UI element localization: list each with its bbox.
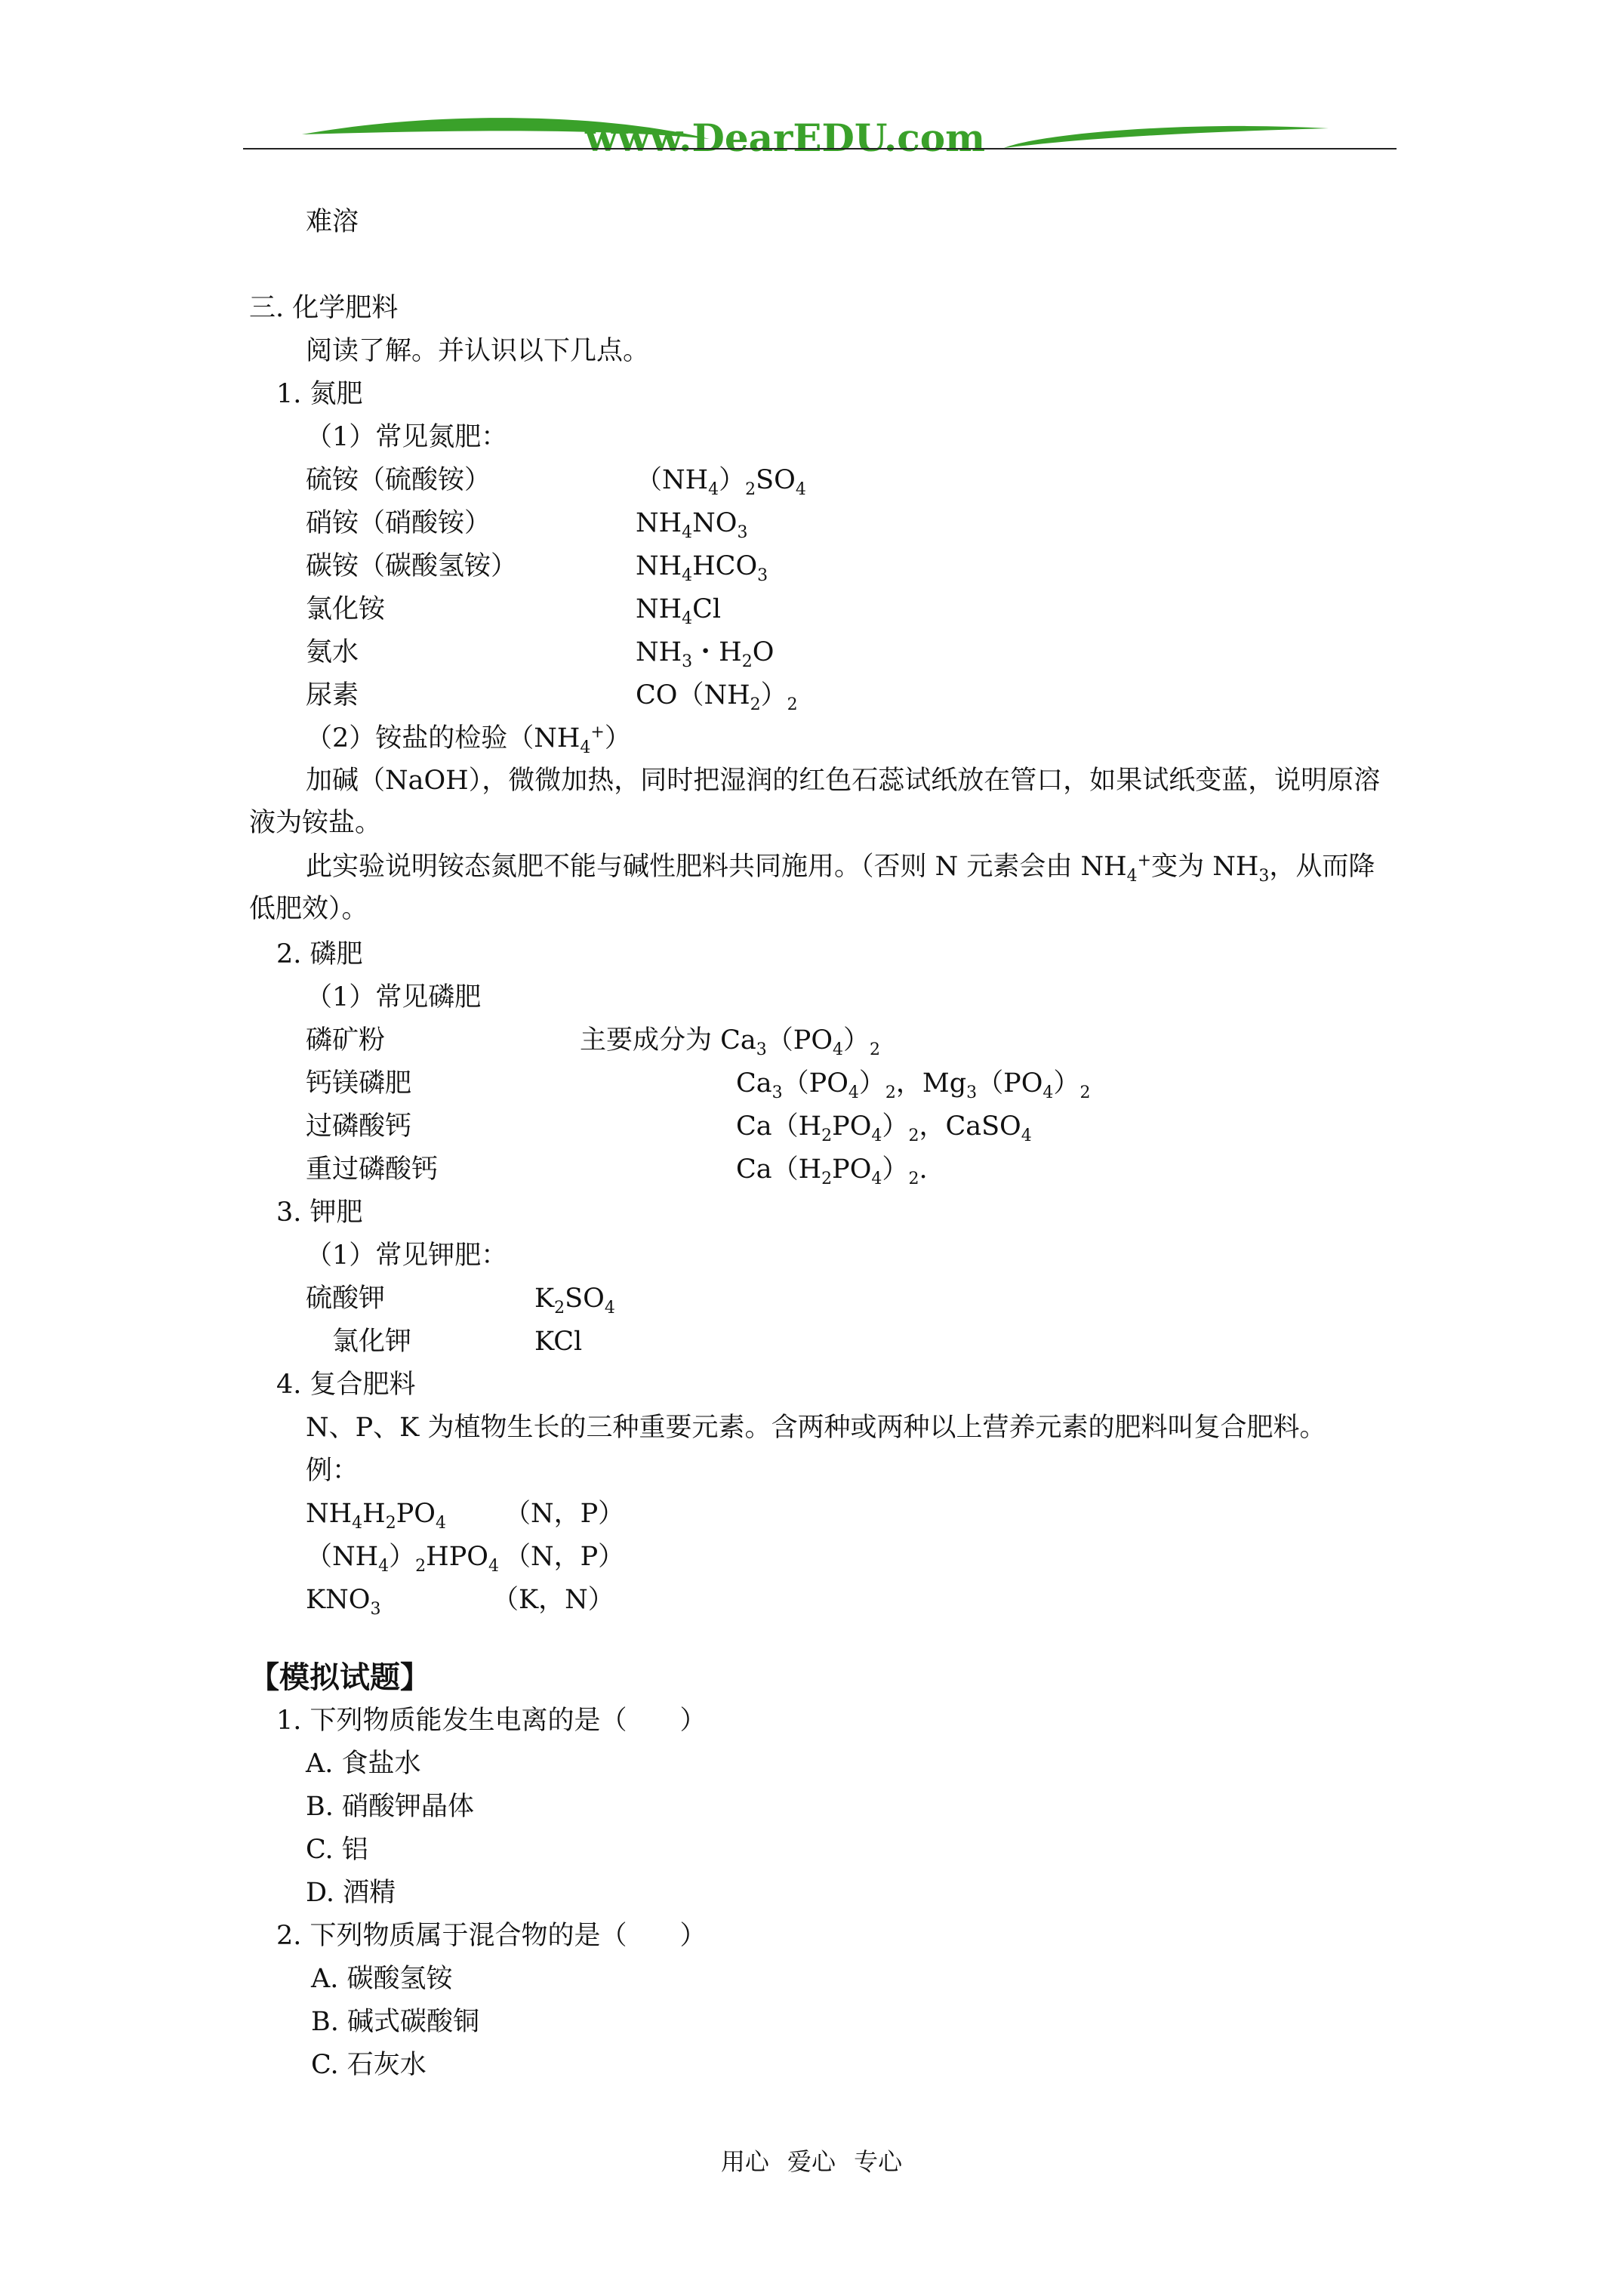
nitrogen-item-formula: $NH_4HCO_3$ [636,551,768,585]
phosphorus-item-name: 重过磷酸钙 [306,1154,439,1185]
nitrogen-item-name: 碳铵（碳酸氢铵） [306,551,518,581]
quiz-title: 【模拟试题】 [249,1660,430,1695]
phosphorus-item-formula: $Ca(H_2PO_4)_2$，CaSO$_4$ [736,1111,1032,1145]
compound-text: N、P、K 为植物生长的三种重要元素。含两种或两种以上营养元素的肥料叫复合肥料。 [306,1413,1326,1443]
question-option: C. 石灰水 [311,2050,427,2080]
nitrogen-item-name: 硫铵（硫酸铵） [306,465,491,495]
potassium-item-formula: KCl [534,1327,583,1357]
nitrogen-item-name: 氯化铵 [306,594,386,624]
ammonium-test-title: （2）铵盐的检验$(NH_4^+)$ [306,723,631,757]
deareducom-logo [287,106,1344,159]
potassium-common-title: （1）常见钾肥： [306,1240,508,1271]
question-option: A. 食盐水 [306,1749,421,1779]
question-stem: 1. 下列物质能发生电离的是（ ） [276,1706,707,1736]
compound-item-elements: （N，P） [504,1499,625,1529]
question-option: A. 碳酸氢铵 [311,1964,453,1994]
potassium-title: 3. 钾肥 [276,1197,363,1228]
phosphorus-item-formula: $Ca(H_2PO_4)_2$. [736,1154,928,1188]
phosphorus-item-name: 磷矿粉 [306,1025,386,1056]
nitrogen-item-name: 硝铵（硝酸铵） [306,508,491,538]
ammonium-test-text: 加碱（NaOH），微微加热，同时把湿润的红色石蕊试纸放在管口，如果试纸变蓝，说明原溶液为铵盐。 [249,766,1381,838]
potassium-item-name: 硫酸钾 [306,1284,386,1314]
logo-text: www.DearEDU.com [584,116,986,159]
section-intro: 阅读了解。并认识以下几点。 [306,336,650,366]
compound-item-formula: $KNO_3$ [306,1585,381,1619]
phosphorus-item-name: 过磷酸钙 [306,1111,412,1142]
nitrogen-item-formula: $NH_4Cl$ [636,594,722,628]
logo-right-swoosh-icon [1004,126,1329,148]
compound-item-elements: （K，N） [492,1585,614,1615]
nitrogen-item-formula: $CO(NH_2)_2$ [636,680,798,714]
nitrogen-item-formula: $NH_3$・$H_2O$ [636,637,775,671]
question-option: D. 酒精 [306,1878,396,1908]
nitrogen-item-name: 尿素 [306,680,359,710]
compound-item-formula: $NH_4H_2PO_4$ [306,1499,446,1533]
phosphorus-common-title: （1）常见磷肥 [306,982,482,1012]
compound-item-formula: $(NH_4)_2HPO_4$ [306,1542,499,1576]
potassium-item-name: 氯化钾 [332,1327,412,1357]
phosphorus-item-formula: $Ca_3(PO_4)_2$，$Mg_3(PO_4)_2$ [736,1068,1091,1102]
nitrogen-item-name: 氨水 [306,637,359,667]
question-option: B. 碱式碳酸铜 [311,2007,479,2037]
header-rule [243,148,1397,149]
nitrogen-item-formula: $NH_4NO_3$ [636,508,748,542]
ammonium-note-text: 此实验说明铵态氮肥不能与碱性肥料共同施用。（否则 N 元素会由 $NH_4^+$变为 $NH_3$，从而降低肥效）。 [249,851,1375,924]
section-title: 三. 化学肥料 [249,293,399,323]
phosphorus-item-name: 钙镁磷肥 [306,1068,412,1099]
question-option: C. 铝 [306,1835,368,1865]
compound-item-elements: （N，P） [504,1542,625,1572]
page-footer: 用心 爱心 专心 [720,2147,903,2176]
nitrogen-title: 1. 氮肥 [276,379,363,409]
nitrogen-common-title: （1）常见氮肥： [306,422,508,452]
compound-title: 4. 复合肥料 [276,1370,416,1400]
compound-example-label: 例： [306,1456,359,1486]
intro-line: 难溶 [306,207,359,237]
phosphorus-title: 2. 磷肥 [276,939,363,969]
question-option: B. 硝酸钾晶体 [306,1792,474,1822]
nitrogen-item-formula: $(NH_4)_2SO_4$ [636,465,806,499]
phosphorus-item-formula: 主要成分为 $Ca_3(PO_4)_2$ [580,1025,881,1059]
potassium-item-formula: $K_2SO_4$ [534,1284,615,1318]
question-stem: 2. 下列物质属于混合物的是（ ） [276,1921,707,1951]
